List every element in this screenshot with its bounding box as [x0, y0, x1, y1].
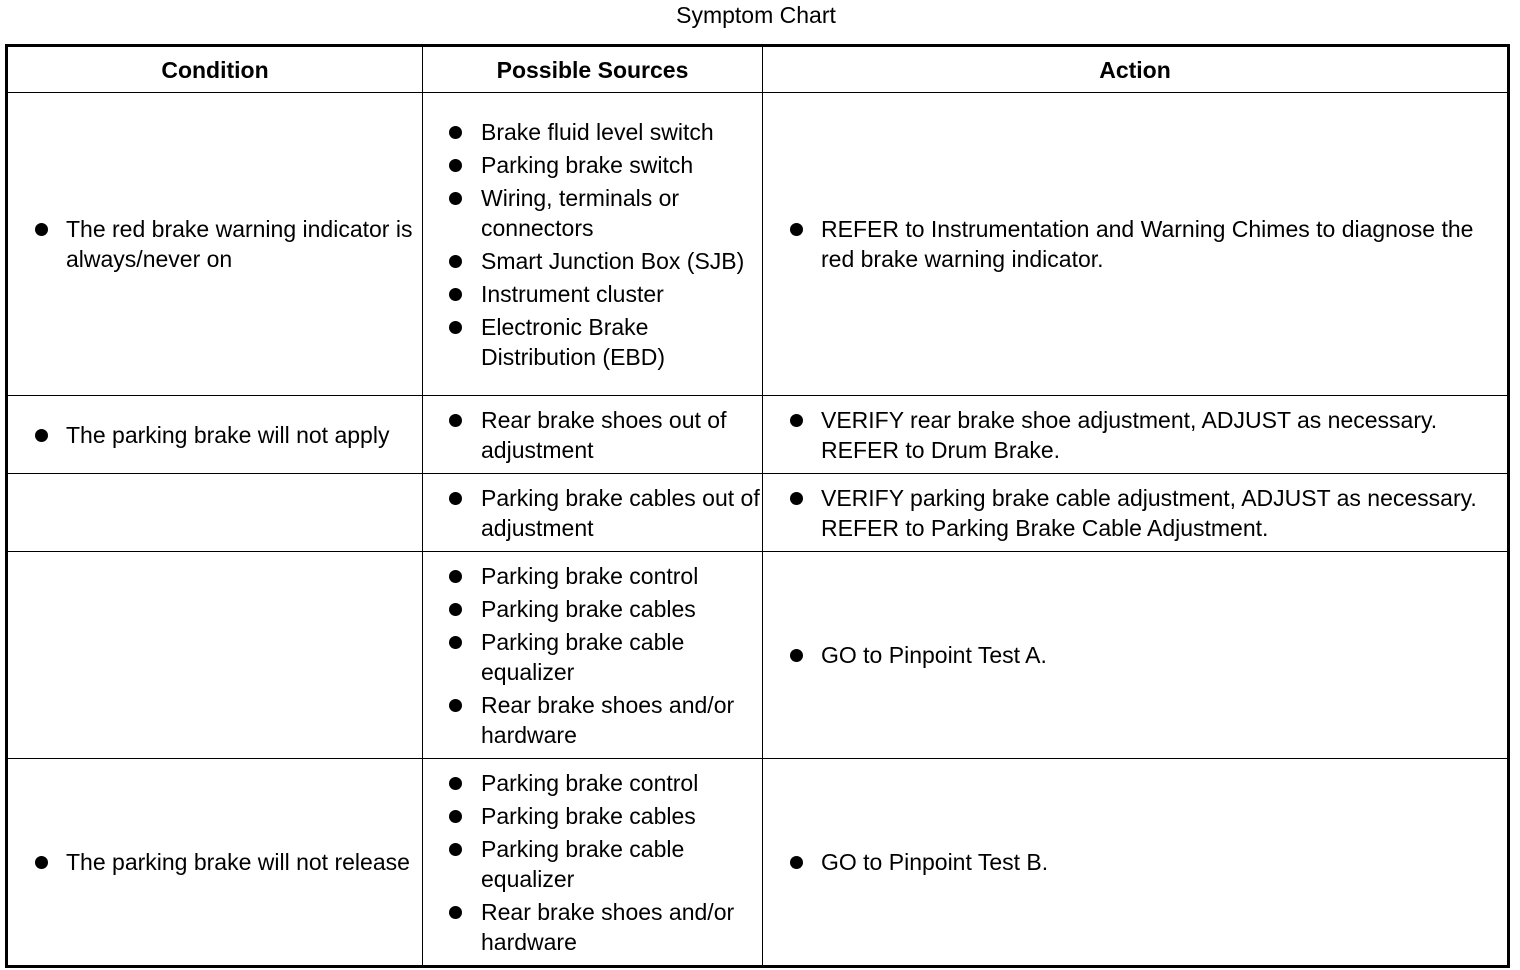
list-item: Parking brake cable equalizer	[423, 834, 762, 894]
bullet-icon	[449, 492, 462, 505]
list-item: The parking brake will not release	[8, 847, 422, 877]
sources-cell	[423, 396, 763, 474]
table-row	[7, 552, 1509, 759]
page-title: Symptom Chart	[676, 2, 836, 28]
bullet-icon	[35, 223, 48, 236]
bullet-icon	[449, 906, 462, 919]
action-cell	[763, 93, 1509, 396]
condition-cell	[7, 759, 423, 967]
condition-cell	[7, 474, 423, 552]
bullet-icon	[449, 159, 462, 172]
list-item: Parking brake control	[423, 561, 762, 591]
header-condition: Condition	[7, 46, 423, 93]
list-item: Electronic Brake Distribution (EBD)	[423, 312, 762, 372]
bullet-icon	[449, 414, 462, 427]
sources-cell	[423, 93, 763, 396]
bullet-icon	[449, 843, 462, 856]
bullet-icon	[449, 570, 462, 583]
list-item: The red brake warning indicator is always/never on	[8, 214, 422, 274]
list-item: Rear brake shoes and/or hardware	[423, 690, 762, 750]
table-row	[7, 474, 1509, 552]
list-item: GO to Pinpoint Test A.	[763, 640, 1507, 670]
list-item: Parking brake control	[423, 768, 762, 798]
list-item: Parking brake cables	[423, 801, 762, 831]
list-item: Rear brake shoes and/or hardware	[423, 897, 762, 957]
header-possible-sources: Possible Sources	[423, 46, 763, 93]
list-item: Instrument cluster	[423, 279, 762, 309]
bullet-icon	[449, 321, 462, 334]
symptom-chart-table	[5, 44, 1510, 968]
bullet-icon	[790, 649, 803, 662]
condition-cell	[7, 396, 423, 474]
bullet-icon	[449, 777, 462, 790]
bullet-icon	[790, 856, 803, 869]
list-item: Wiring, terminals or connectors	[423, 183, 762, 243]
bullet-icon	[790, 223, 803, 236]
list-item: Rear brake shoes out of adjustment	[423, 405, 762, 465]
bullet-icon	[35, 429, 48, 442]
list-item: Smart Junction Box (SJB)	[423, 246, 762, 276]
header-row	[7, 46, 1509, 93]
bullet-icon	[790, 414, 803, 427]
list-item: REFER to Instrumentation and Warning Chimes to diagnose the red brake warning indicator.	[763, 214, 1507, 274]
list-item: Brake fluid level switch	[423, 117, 762, 147]
bullet-icon	[449, 636, 462, 649]
condition-cell	[7, 552, 423, 759]
action-cell	[763, 396, 1509, 474]
bullet-icon	[790, 492, 803, 505]
list-item: VERIFY parking brake cable adjustment, ADJUST as necessary. REFER to Parking Brake Cable Adjustment.	[763, 483, 1507, 543]
sources-cell	[423, 552, 763, 759]
sources-cell	[423, 759, 763, 967]
bullet-icon	[449, 255, 462, 268]
bullet-icon	[449, 810, 462, 823]
list-item: Parking brake switch	[423, 150, 762, 180]
header-action: Action	[763, 46, 1509, 93]
list-item: VERIFY rear brake shoe adjustment, ADJUST as necessary. REFER to Drum Brake.	[763, 405, 1507, 465]
list-item: Parking brake cable equalizer	[423, 627, 762, 687]
bullet-icon	[449, 288, 462, 301]
bullet-icon	[449, 603, 462, 616]
action-cell	[763, 759, 1509, 967]
table-row	[7, 759, 1509, 967]
bullet-icon	[35, 856, 48, 869]
condition-cell	[7, 93, 423, 396]
list-item: Parking brake cables	[423, 594, 762, 624]
sources-cell	[423, 474, 763, 552]
list-item: The parking brake will not apply	[8, 420, 422, 450]
list-item: GO to Pinpoint Test B.	[763, 847, 1507, 877]
table-row	[7, 93, 1509, 396]
action-cell	[763, 474, 1509, 552]
bullet-icon	[449, 192, 462, 205]
bullet-icon	[449, 126, 462, 139]
action-cell	[763, 552, 1509, 759]
table-row	[7, 396, 1509, 474]
bullet-icon	[449, 699, 462, 712]
list-item: Parking brake cables out of adjustment	[423, 483, 762, 543]
